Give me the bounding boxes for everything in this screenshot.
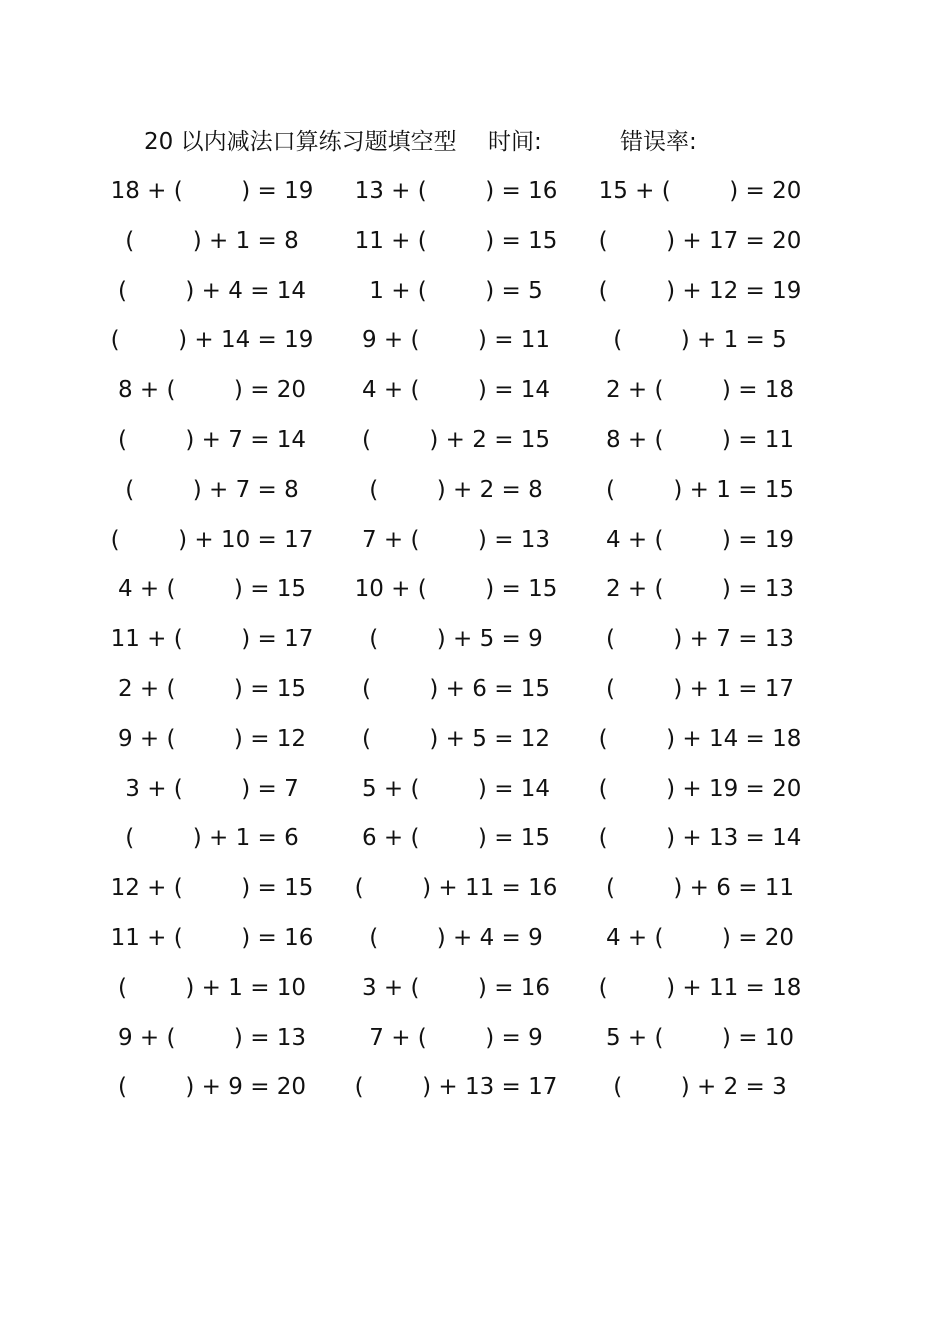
problem-item: 5 + ( ) = 14: [361, 775, 551, 802]
time-label: 时间:: [488, 129, 542, 155]
worksheet-header: [144, 126, 844, 158]
problem-item: 2 + ( ) = 15: [117, 675, 307, 702]
problem-item: ( ) + 2 = 15: [361, 426, 551, 453]
error-rate-label: 错误率:: [620, 129, 697, 155]
problem-item: ( ) + 6 = 11: [605, 875, 795, 902]
problem-item: 4 + ( ) = 15: [117, 576, 307, 603]
problem-item: 4 + ( ) = 19: [605, 526, 795, 553]
worksheet-title: 20 以内减法口算练习题填空型: [144, 129, 457, 155]
problem-item: ( ) + 1 = 6: [125, 825, 299, 852]
problem-item: ( ) + 1 = 15: [605, 476, 795, 503]
problem-item: 4 + ( ) = 14: [361, 377, 551, 404]
problem-item: ( ) + 5 = 12: [361, 725, 551, 752]
problem-item: 7 + ( ) = 13: [361, 526, 551, 553]
problem-item: 5 + ( ) = 10: [605, 1024, 795, 1051]
problem-column-1: [92, 174, 332, 1120]
problem-item: 10 + ( ) = 15: [354, 576, 558, 603]
problem-item: ( ) + 11 = 18: [598, 974, 802, 1001]
problem-item: ( ) + 14 = 18: [598, 725, 802, 752]
problem-item: 3 + ( ) = 7: [125, 775, 299, 802]
problem-item: ( ) + 7 = 13: [605, 626, 795, 653]
problem-column-3: [580, 174, 820, 1120]
problem-item: ( ) + 4 = 9: [369, 924, 543, 951]
problem-item: 9 + ( ) = 11: [361, 327, 551, 354]
problem-item: 18 + ( ) = 19: [110, 178, 314, 204]
problem-item: 9 + ( ) = 13: [117, 1024, 307, 1051]
problem-item: 7 + ( ) = 9: [369, 1024, 543, 1051]
problem-item: ( ) + 10 = 17: [110, 526, 314, 553]
problem-item: ( ) + 17 = 20: [598, 227, 802, 254]
problem-item: ( ) + 19 = 20: [598, 775, 802, 802]
problem-item: 11 + ( ) = 16: [110, 924, 314, 951]
problem-item: ( ) + 9 = 20: [117, 1074, 307, 1101]
problem-item: ( ) + 6 = 15: [361, 675, 551, 702]
problem-item: ( ) + 13 = 14: [598, 825, 802, 852]
problem-item: 2 + ( ) = 18: [605, 377, 795, 404]
problem-item: ( ) + 7 = 14: [117, 426, 307, 453]
problem-item: 6 + ( ) = 15: [361, 825, 551, 852]
problem-item: ( ) + 1 = 8: [125, 227, 299, 254]
problem-item: 12 + ( ) = 15: [110, 875, 314, 902]
problem-item: ( ) + 13 = 17: [354, 1074, 558, 1101]
problem-item: 2 + ( ) = 13: [605, 576, 795, 603]
problem-item: 3 + ( ) = 16: [361, 974, 551, 1001]
problem-item: 13 + ( ) = 16: [354, 178, 558, 204]
problem-item: 8 + ( ) = 20: [117, 377, 307, 404]
problem-item: ( ) + 5 = 9: [369, 626, 543, 653]
problem-item: ( ) + 11 = 16: [354, 875, 558, 902]
problem-column-2: [336, 174, 576, 1120]
problem-item: ( ) + 14 = 19: [110, 327, 314, 354]
problem-item: ( ) + 7 = 8: [125, 476, 299, 503]
problem-item: ( ) + 1 = 10: [117, 974, 307, 1001]
problem-item: 1 + ( ) = 5: [369, 277, 543, 304]
problem-item: 15 + ( ) = 20: [598, 178, 802, 204]
problem-item: 4 + ( ) = 20: [605, 924, 795, 951]
problem-item: ( ) + 12 = 19: [598, 277, 802, 304]
problem-item: 8 + ( ) = 11: [605, 426, 795, 453]
problem-item: 11 + ( ) = 15: [354, 227, 558, 254]
problem-item: ( ) + 2 = 8: [369, 476, 543, 503]
problem-item: 11 + ( ) = 17: [110, 626, 314, 653]
problem-item: ( ) + 1 = 5: [613, 327, 787, 354]
problem-item: ( ) + 4 = 14: [117, 277, 307, 304]
problem-item: ( ) + 1 = 17: [605, 675, 795, 702]
problem-item: ( ) + 2 = 3: [613, 1074, 787, 1101]
problem-item: 9 + ( ) = 12: [117, 725, 307, 752]
